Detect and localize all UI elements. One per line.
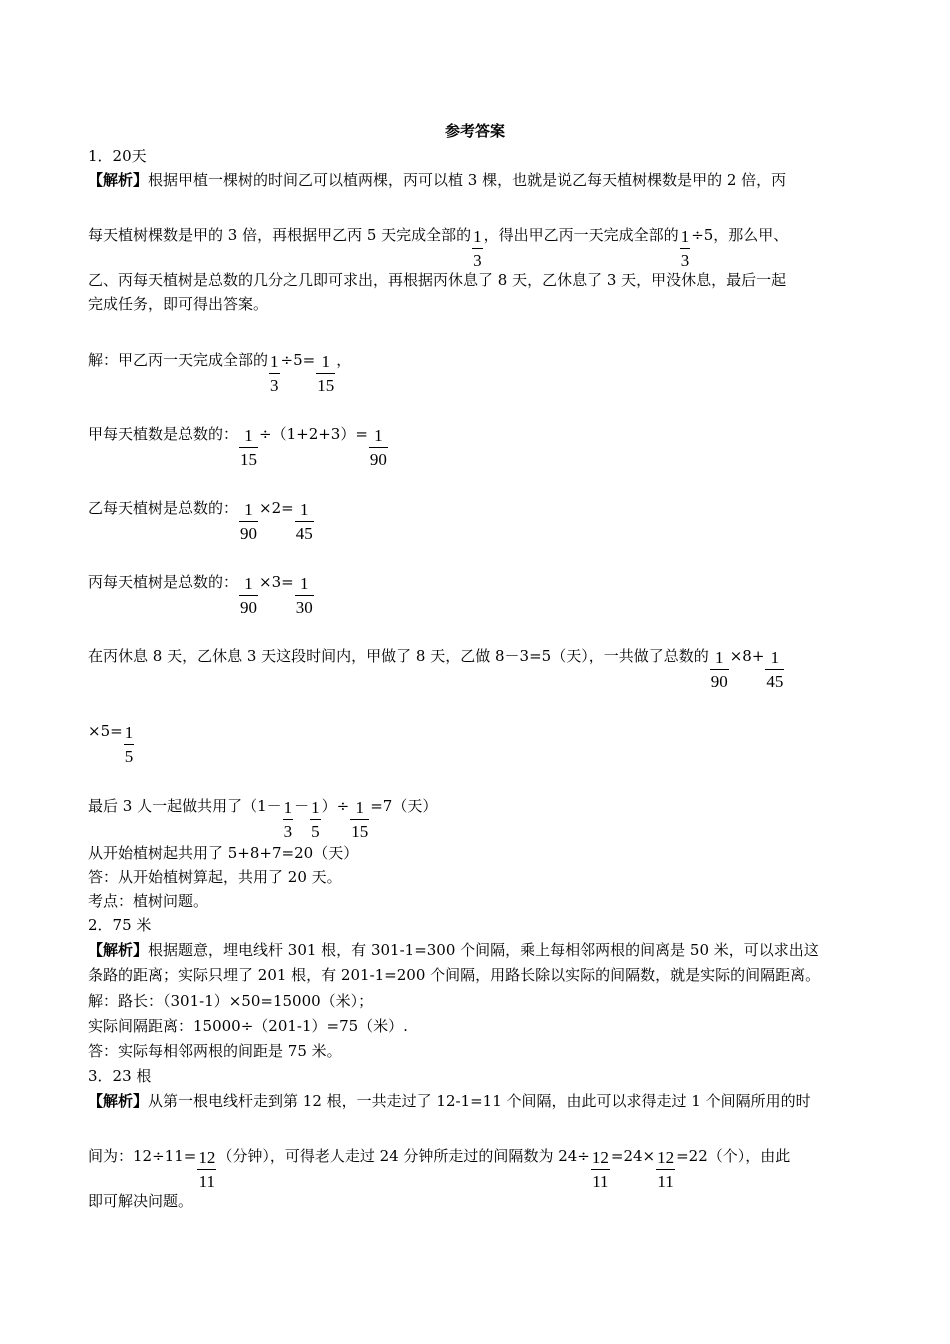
q3-analysis-line-1: 【解析】从第一根电线杆走到第 12 根，一共走过了 12-1=11 个间隔，由此可以求得走过 1 个间隔所用的时 <box>88 1092 811 1110</box>
q1-solution-step-8: 从开始植树起共用了 5+8+7=20（天） <box>88 844 359 862</box>
fraction: $\frac{1}{3}$ <box>283 798 293 841</box>
q2-solution-step-1: 解：路长：（301-1）×50=15000（米）； <box>88 992 374 1010</box>
q1-topic: 考点：植树问题。 <box>88 892 209 910</box>
q1-solution-step-3: 乙每天植树是总数的： $\frac{1}{90}$ ×2= $\frac{1}{45}$ <box>88 499 313 543</box>
q2-answer-head: 2．75 米 <box>88 916 152 934</box>
q2-solution-step-2: 实际间隔距离：15000÷（201-1）=75（米）. <box>88 1017 408 1035</box>
q2-analysis-line-2: 条路的距离；实际只埋了 201 根，有 201-1=200 个间隔，用路长除以实际的间隔数，就是实际的间隔距离。 <box>88 966 821 984</box>
fraction: $\frac{1}{5}$ <box>311 798 320 841</box>
q1-analysis-line-3: 乙、丙每天植树是总数的几分之几即可求出，再根据丙休息了 8 天，乙休息了 3 天，甲没休息，最后一起 <box>88 271 787 289</box>
q1-solution-step-6: ×5= $\frac{1}{5}$ <box>88 722 134 766</box>
q1-solution-step-2: 甲每天植数是总数的： $\frac{1}{15}$ ÷（1+2+3）= $\frac{1}{90}$ <box>88 425 387 469</box>
q3-analysis-line-2: 间为：12÷11= $\frac{12}{11}$ （分钟），可得老人走过 24 分钟所走过的间隔数为 24÷ $\frac{12}{11}$ =24× $\frac{12}{11}$ =22（个），由此 <box>88 1147 791 1191</box>
q1-analysis-line-1: 【解析】根据甲植一棵树的时间乙可以植两棵，丙可以植 3 棵，也就是说乙每天植树棵数是甲的 2 倍，丙 <box>88 171 787 189</box>
q1-solution-step-1: 解：甲乙丙一天完成全部的 $\frac{1}{3}$ ÷5= $\frac{1}{15}$ ， <box>88 351 352 395</box>
analysis-tag: 【解析】 <box>88 941 149 959</box>
q1-final-answer: 答：从开始植树算起，共用了 20 天。 <box>88 868 342 886</box>
fraction: $\frac{12}{11}$ <box>591 1148 609 1191</box>
analysis-tag: 【解析】 <box>88 171 149 189</box>
q1-solution-step-4: 丙每天植树是总数的： $\frac{1}{90}$ ×3= $\frac{1}{30}$ <box>88 573 313 617</box>
fraction: $\frac{1}{3}$ <box>473 227 482 270</box>
fraction: $\frac{12}{11}$ <box>657 1148 675 1191</box>
q3-analysis-line-3: 即可解决问题。 <box>88 1192 194 1210</box>
fraction: $\frac{1}{90}$ <box>369 426 387 469</box>
fraction: $\frac{1}{30}$ <box>295 574 313 617</box>
fraction: $\frac{12}{11}$ <box>198 1148 216 1191</box>
q2-analysis-line-1: 【解析】根据题意，埋电线杆 301 根，有 301-1=300 个间隔，乘上每相邻两根的间离是 50 米，可以求出这 <box>88 941 819 959</box>
q3-answer-head: 3．23 根 <box>88 1067 152 1085</box>
q1-answer-head: 1．20天 <box>88 147 147 165</box>
fraction: $\frac{1}{90}$ <box>710 648 728 691</box>
q1-solution-step-7: 最后 3 人一起做共用了（1－ $\frac{1}{3}$ － $\frac{1}{5}$ ）÷ $\frac{1}{15}$ =7（天） <box>88 797 438 841</box>
page-title: 参考答案 <box>444 122 505 140</box>
fraction: $\frac{1}{3}$ <box>270 352 279 395</box>
fraction: $\frac{1}{90}$ <box>240 574 258 617</box>
q1-solution-step-5: 在丙休息 8 天，乙休息 3 天这段时间内，甲做了 8 天，乙做 8－3=5（天），一共做了总数的 $\frac{1}{90}$ ×8+ $\frac{1}{45}$ <box>88 647 784 691</box>
fraction: $\frac{1}{45}$ <box>295 500 313 543</box>
fraction: $\frac{1}{45}$ <box>766 648 784 691</box>
analysis-tag: 【解析】 <box>88 1092 149 1110</box>
fraction: $\frac{1}{3}$ <box>680 227 690 270</box>
q1-analysis-line-4: 完成任务，即可得出答案。 <box>88 295 269 313</box>
fraction: $\frac{1}{5}$ <box>124 723 134 766</box>
fraction: $\frac{1}{15}$ <box>317 352 335 395</box>
q2-final-answer: 答：实际每相邻两根的间距是 75 米。 <box>88 1042 342 1060</box>
fraction: $\frac{1}{15}$ <box>351 798 369 841</box>
q1-analysis-line-2: 每天植树棵数是甲的 3 倍，再根据甲乙丙 5 天完成全部的 $\frac{1}{3}$ ，得出甲乙丙一天完成全部的 $\frac{1}{3}$ ÷5，那么甲、 <box>88 226 789 270</box>
fraction: $\frac{1}{90}$ <box>240 500 258 543</box>
fraction: $\frac{1}{15}$ <box>240 426 258 469</box>
